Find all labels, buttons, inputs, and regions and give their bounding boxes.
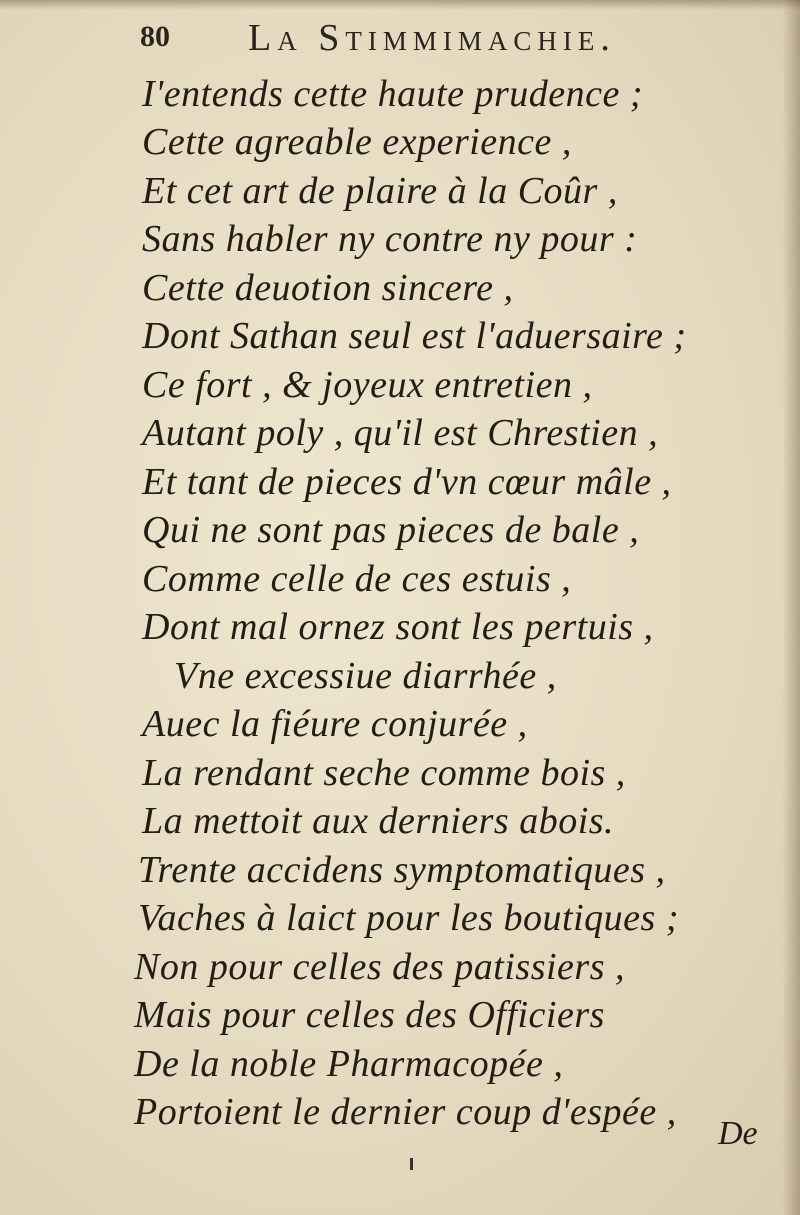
verse-line: Sans habler ny contre ny pour : bbox=[142, 218, 638, 260]
verse-line: La rendant seche comme bois , bbox=[142, 752, 626, 794]
verse-line: De la noble Pharmacopée , bbox=[134, 1043, 564, 1085]
verse-line: Non pour celles des patissiers , bbox=[134, 946, 625, 988]
verse-line: La mettoit aux derniers abois. bbox=[142, 800, 615, 842]
verse-line: Et tant de pieces d'vn cœur mâle , bbox=[142, 461, 672, 503]
verse-line: Mais pour celles des Officiers bbox=[134, 994, 605, 1036]
verse-line: Vaches à laict pour les boutiques ; bbox=[138, 897, 679, 939]
verse-line: Qui ne sont pas pieces de bale , bbox=[142, 509, 640, 551]
page-edge-shadow bbox=[782, 0, 800, 1215]
verse-line: Trente accidens symptomatiques , bbox=[138, 849, 666, 891]
verse-line: Comme celle de ces estuis , bbox=[142, 558, 572, 600]
catchword: De bbox=[718, 1115, 758, 1152]
verse-line: Portoient le dernier coup d'espée , bbox=[134, 1091, 677, 1133]
page-header bbox=[140, 14, 670, 64]
running-title: La Stimmimachie. bbox=[248, 17, 616, 59]
printer-mark bbox=[410, 1158, 413, 1170]
verse-line: Vne excessiue diarrhée , bbox=[174, 655, 557, 697]
verse-line: Cette deuotion sincere , bbox=[142, 267, 514, 309]
verse-line: Autant poly , qu'il est Chrestien , bbox=[142, 412, 659, 454]
verse-line: Et cet art de plaire à la Coûr , bbox=[142, 170, 618, 212]
verse-line: Auec la fiéure conjurée , bbox=[142, 703, 528, 745]
page-top-shadow bbox=[0, 0, 800, 10]
page-number: 80 bbox=[140, 20, 170, 53]
verse-line: Dont mal ornez sont les pertuis , bbox=[142, 606, 654, 648]
verse-line: Ce fort , & joyeux entretien , bbox=[142, 364, 593, 406]
verse-line: Cette agreable experience , bbox=[142, 121, 572, 163]
verse-line: Dont Sathan seul est l'aduersaire ; bbox=[142, 315, 687, 357]
verse-line: I'entends cette haute prudence ; bbox=[142, 73, 644, 115]
